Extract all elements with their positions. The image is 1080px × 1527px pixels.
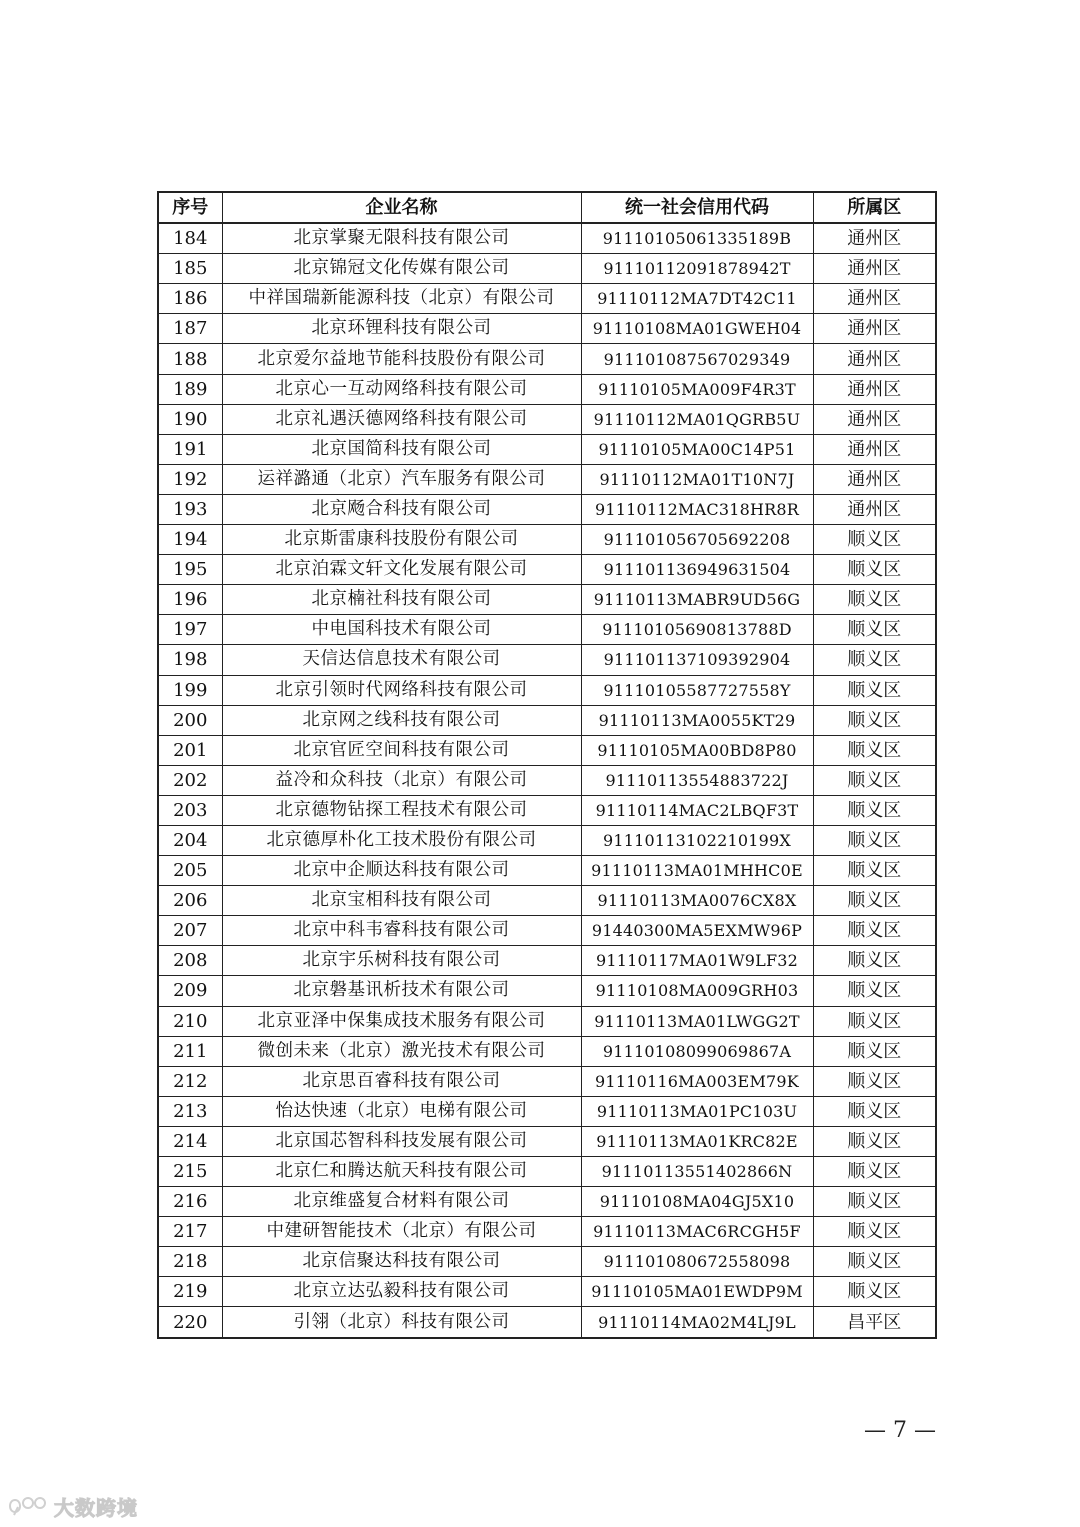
- cell-credit-code: 91110105MA01EWDP9M: [581, 1277, 813, 1307]
- cell-serial-number: 214: [158, 1126, 222, 1156]
- table-row: [158, 795, 936, 825]
- cell-company-name: 北京仁和腾达航天科技有限公司: [222, 1157, 581, 1187]
- cell-serial-number: 201: [158, 735, 222, 765]
- cell-company-name: 北京中科韦睿科技有限公司: [222, 916, 581, 946]
- table-row: [158, 976, 936, 1006]
- cell-serial-number: 218: [158, 1247, 222, 1277]
- table-row: [158, 344, 936, 374]
- cell-credit-code: 91440300MA5EXMW96P: [581, 916, 813, 946]
- cell-credit-code: 91110113MABR9UD56G: [581, 585, 813, 615]
- cell-serial-number: 212: [158, 1066, 222, 1096]
- cell-company-name: 北京飏合科技有限公司: [222, 494, 581, 524]
- cell-company-name: 北京锦冠文化传媒有限公司: [222, 254, 581, 284]
- table-header-row: [158, 192, 936, 223]
- cell-company-name: 北京亚泽中保集成技术服务有限公司: [222, 1006, 581, 1036]
- cell-serial-number: 197: [158, 615, 222, 645]
- table-row: [158, 1157, 936, 1187]
- cell-credit-code: 91110117MA01W9LF32: [581, 946, 813, 976]
- cell-company-name: 北京国芯智科科技发展有限公司: [222, 1126, 581, 1156]
- table-row: [158, 886, 936, 916]
- cell-district: 顺义区: [813, 1006, 936, 1036]
- cell-serial-number: 203: [158, 795, 222, 825]
- cell-company-name: 北京楠社科技有限公司: [222, 585, 581, 615]
- cell-serial-number: 187: [158, 314, 222, 344]
- cell-company-name: 北京信聚达科技有限公司: [222, 1247, 581, 1277]
- cell-serial-number: 194: [158, 525, 222, 555]
- cell-serial-number: 190: [158, 404, 222, 434]
- cell-district: 顺义区: [813, 615, 936, 645]
- table-row: [158, 705, 936, 735]
- table-row: [158, 314, 936, 344]
- cell-district: 顺义区: [813, 825, 936, 855]
- cell-company-name: 北京官匠空间科技有限公司: [222, 735, 581, 765]
- table-row: [158, 615, 936, 645]
- cell-serial-number: 196: [158, 585, 222, 615]
- table-row: [158, 1307, 936, 1338]
- cell-serial-number: 219: [158, 1277, 222, 1307]
- cell-serial-number: 204: [158, 825, 222, 855]
- cell-company-name: 怡达快速（北京）电梯有限公司: [222, 1096, 581, 1126]
- table-row: [158, 1096, 936, 1126]
- cell-serial-number: 195: [158, 555, 222, 585]
- cell-serial-number: 186: [158, 284, 222, 314]
- company-table: [157, 191, 937, 1339]
- cell-credit-code: 91110108099069867A: [581, 1036, 813, 1066]
- header-credit-code: 统一社会信用代码: [581, 192, 813, 223]
- cell-credit-code: 91110105690813788D: [581, 615, 813, 645]
- table-row: [158, 1066, 936, 1096]
- cell-credit-code: 91110108MA009GRH03: [581, 976, 813, 1006]
- cell-company-name: 北京德厚朴化工技术股份有限公司: [222, 825, 581, 855]
- cell-district: 顺义区: [813, 1187, 936, 1217]
- cell-district: 顺义区: [813, 1126, 936, 1156]
- cell-credit-code: 91110114MA02M4LJ9L: [581, 1307, 813, 1338]
- cell-credit-code: 91110113554883722J: [581, 765, 813, 795]
- cell-credit-code: 91110108MA01GWEH04: [581, 314, 813, 344]
- cell-district: 顺义区: [813, 555, 936, 585]
- cell-district: 顺义区: [813, 735, 936, 765]
- brand-logo-icon: [6, 1493, 50, 1519]
- cell-serial-number: 193: [158, 494, 222, 524]
- cell-credit-code: 911101056705692208: [581, 525, 813, 555]
- cell-district: 顺义区: [813, 1157, 936, 1187]
- cell-credit-code: 91110116MA003EM79K: [581, 1066, 813, 1096]
- cell-serial-number: 192: [158, 464, 222, 494]
- table-row: [158, 946, 936, 976]
- cell-company-name: 天信达信息技术有限公司: [222, 645, 581, 675]
- cell-district: 顺义区: [813, 1036, 936, 1066]
- cell-credit-code: 91110112MA01QGRB5U: [581, 404, 813, 434]
- cell-serial-number: 220: [158, 1307, 222, 1338]
- table-row: [158, 1006, 936, 1036]
- table-row: [158, 555, 936, 585]
- cell-company-name: 益冷和众科技（北京）有限公司: [222, 765, 581, 795]
- table-row: [158, 1036, 936, 1066]
- table-row: [158, 464, 936, 494]
- cell-credit-code: 91110108MA04GJ5X10: [581, 1187, 813, 1217]
- cell-district: 通州区: [813, 254, 936, 284]
- cell-company-name: 北京中企顺达科技有限公司: [222, 856, 581, 886]
- cell-district: 通州区: [813, 284, 936, 314]
- cell-district: 昌平区: [813, 1307, 936, 1338]
- table-row: [158, 645, 936, 675]
- cell-serial-number: 184: [158, 223, 222, 254]
- cell-district: 顺义区: [813, 795, 936, 825]
- cell-district: 顺义区: [813, 856, 936, 886]
- table-row: [158, 494, 936, 524]
- cell-company-name: 北京心一互动网络科技有限公司: [222, 374, 581, 404]
- cell-district: 顺义区: [813, 705, 936, 735]
- cell-company-name: 中电国科技术有限公司: [222, 615, 581, 645]
- cell-company-name: 北京泊霖文轩文化发展有限公司: [222, 555, 581, 585]
- cell-serial-number: 213: [158, 1096, 222, 1126]
- watermark-text: 大数跨境: [54, 1495, 138, 1520]
- cell-district: 顺义区: [813, 675, 936, 705]
- table-row: [158, 675, 936, 705]
- cell-credit-code: 91110112091878942T: [581, 254, 813, 284]
- cell-company-name: 中建研智能技术（北京）有限公司: [222, 1217, 581, 1247]
- cell-credit-code: 91110113102210199X: [581, 825, 813, 855]
- cell-credit-code: 911101136949631504: [581, 555, 813, 585]
- cell-serial-number: 209: [158, 976, 222, 1006]
- table-row: [158, 434, 936, 464]
- table-row: [158, 254, 936, 284]
- table-row: [158, 825, 936, 855]
- cell-company-name: 北京立达弘毅科技有限公司: [222, 1277, 581, 1307]
- cell-credit-code: 911101137109392904: [581, 645, 813, 675]
- table-row: [158, 1247, 936, 1277]
- cell-serial-number: 216: [158, 1187, 222, 1217]
- cell-district: 顺义区: [813, 886, 936, 916]
- cell-district: 顺义区: [813, 976, 936, 1006]
- header-district: 所属区: [813, 192, 936, 223]
- table-row: [158, 374, 936, 404]
- cell-company-name: 北京维盛复合材料有限公司: [222, 1187, 581, 1217]
- cell-serial-number: 189: [158, 374, 222, 404]
- header-company-name: 企业名称: [222, 192, 581, 223]
- cell-district: 通州区: [813, 464, 936, 494]
- cell-serial-number: 215: [158, 1157, 222, 1187]
- cell-district: 顺义区: [813, 1066, 936, 1096]
- cell-company-name: 微创未来（北京）激光技术有限公司: [222, 1036, 581, 1066]
- cell-credit-code: 91110105587727558Y: [581, 675, 813, 705]
- cell-serial-number: 185: [158, 254, 222, 284]
- cell-serial-number: 200: [158, 705, 222, 735]
- cell-credit-code: 91110105MA00C14P51: [581, 434, 813, 464]
- cell-credit-code: 91110105MA009F4R3T: [581, 374, 813, 404]
- cell-credit-code: 91110114MAC2LBQF3T: [581, 795, 813, 825]
- cell-district: 通州区: [813, 494, 936, 524]
- table-body: [158, 223, 936, 1337]
- cell-district: 顺义区: [813, 585, 936, 615]
- cell-district: 通州区: [813, 404, 936, 434]
- cell-credit-code: 91110112MA01T10N7J: [581, 464, 813, 494]
- cell-company-name: 北京宇乐树科技有限公司: [222, 946, 581, 976]
- cell-district: 通州区: [813, 314, 936, 344]
- cell-serial-number: 202: [158, 765, 222, 795]
- cell-serial-number: 198: [158, 645, 222, 675]
- cell-company-name: 北京掌聚无限科技有限公司: [222, 223, 581, 254]
- cell-credit-code: 91110113551402866N: [581, 1157, 813, 1187]
- cell-credit-code: 91110113MAC6RCGH5F: [581, 1217, 813, 1247]
- cell-credit-code: 91110113MA01KRC82E: [581, 1126, 813, 1156]
- cell-district: 顺义区: [813, 1247, 936, 1277]
- cell-serial-number: 211: [158, 1036, 222, 1066]
- cell-district: 顺义区: [813, 1277, 936, 1307]
- cell-district: 顺义区: [813, 645, 936, 675]
- cell-company-name: 北京宝相科技有限公司: [222, 886, 581, 916]
- cell-company-name: 北京思百睿科技有限公司: [222, 1066, 581, 1096]
- cell-district: 通州区: [813, 434, 936, 464]
- watermark: [6, 1491, 138, 1521]
- cell-district: 通州区: [813, 223, 936, 254]
- cell-company-name: 北京磐基讯析技术有限公司: [222, 976, 581, 1006]
- cell-serial-number: 206: [158, 886, 222, 916]
- table-row: [158, 284, 936, 314]
- table-row: [158, 525, 936, 555]
- table-row: [158, 856, 936, 886]
- table-row: [158, 1187, 936, 1217]
- cell-district: 顺义区: [813, 525, 936, 555]
- table-row: [158, 735, 936, 765]
- cell-serial-number: 208: [158, 946, 222, 976]
- cell-serial-number: 207: [158, 916, 222, 946]
- cell-credit-code: 91110113MA01PC103U: [581, 1096, 813, 1126]
- cell-credit-code: 91110112MA7DT42C11: [581, 284, 813, 314]
- cell-district: 顺义区: [813, 916, 936, 946]
- cell-credit-code: 91110113MA0076CX8X: [581, 886, 813, 916]
- table-row: [158, 223, 936, 254]
- cell-company-name: 北京德物钻探工程技术有限公司: [222, 795, 581, 825]
- cell-company-name: 引翎（北京）科技有限公司: [222, 1307, 581, 1338]
- cell-company-name: 北京国简科技有限公司: [222, 434, 581, 464]
- cell-district: 顺义区: [813, 1217, 936, 1247]
- cell-company-name: 北京环锂科技有限公司: [222, 314, 581, 344]
- cell-serial-number: 205: [158, 856, 222, 886]
- cell-credit-code: 91110105MA00BD8P80: [581, 735, 813, 765]
- cell-serial-number: 191: [158, 434, 222, 464]
- cell-credit-code: 91110113MA01MHHC0E: [581, 856, 813, 886]
- cell-district: 顺义区: [813, 1096, 936, 1126]
- page-number: — 7 —: [864, 1418, 936, 1443]
- cell-company-name: 北京引领时代网络科技有限公司: [222, 675, 581, 705]
- cell-company-name: 北京网之线科技有限公司: [222, 705, 581, 735]
- table-row: [158, 1277, 936, 1307]
- cell-credit-code: 91110113MA01LWGG2T: [581, 1006, 813, 1036]
- cell-credit-code: 911101080672558098: [581, 1247, 813, 1277]
- cell-credit-code: 91110113MA0055KT29: [581, 705, 813, 735]
- cell-company-name: 北京斯雷康科技股份有限公司: [222, 525, 581, 555]
- table-row: [158, 765, 936, 795]
- table-row: [158, 916, 936, 946]
- cell-company-name: 运祥潞通（北京）汽车服务有限公司: [222, 464, 581, 494]
- cell-credit-code: 91110105061335189B: [581, 223, 813, 254]
- cell-company-name: 中祥国瑞新能源科技（北京）有限公司: [222, 284, 581, 314]
- cell-district: 顺义区: [813, 765, 936, 795]
- cell-serial-number: 217: [158, 1217, 222, 1247]
- cell-district: 顺义区: [813, 946, 936, 976]
- cell-serial-number: 210: [158, 1006, 222, 1036]
- table-row: [158, 1126, 936, 1156]
- cell-company-name: 北京礼遇沃德网络科技有限公司: [222, 404, 581, 434]
- cell-district: 通州区: [813, 344, 936, 374]
- table-row: [158, 1217, 936, 1247]
- header-serial-number: 序号: [158, 192, 222, 223]
- cell-district: 通州区: [813, 374, 936, 404]
- cell-serial-number: 188: [158, 344, 222, 374]
- cell-credit-code: 91110112MAC318HR8R: [581, 494, 813, 524]
- table-row: [158, 585, 936, 615]
- cell-company-name: 北京爱尔益地节能科技股份有限公司: [222, 344, 581, 374]
- cell-serial-number: 199: [158, 675, 222, 705]
- table-row: [158, 404, 936, 434]
- cell-credit-code: 911101087567029349: [581, 344, 813, 374]
